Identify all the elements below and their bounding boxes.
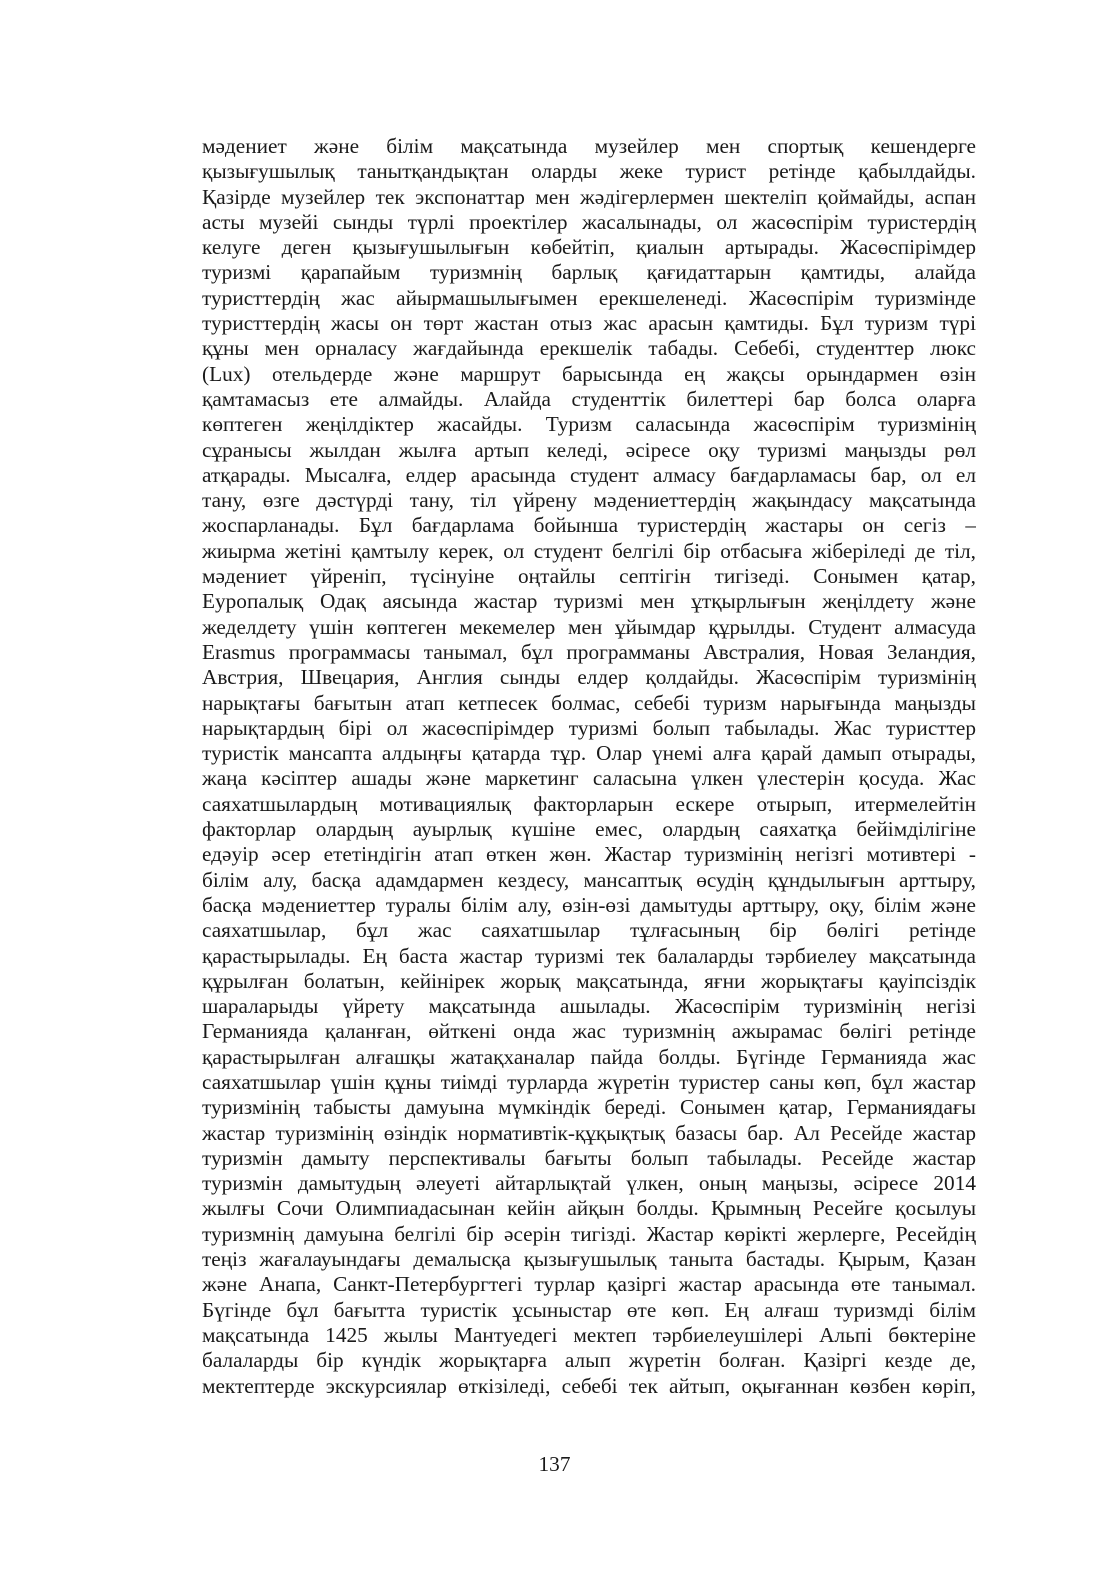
text-line: қарастырылады. Ең баста жастар туризмі тек балаларды тәрбиелеу мақсатында (202, 943, 976, 968)
text-line: Қазірде музейлер тек экспонаттар мен жәдігерлермен шектеліп қоймайды, аспан (202, 184, 976, 209)
text-line: туризмін дамытудың әлеуеті айтарлықтай үлкен, оның маңызы, әсіресе 2014 (202, 1171, 976, 1196)
text-line: (Lux) отельдерде және маршрут барысында ең жақсы орындармен өзін (202, 361, 976, 386)
text-line: Германияда қаланған, өйткені онда жас туризмнің ажырамас бөлігі ретінде (202, 1019, 976, 1044)
body-text (202, 134, 976, 1399)
text-line: Erasmus программасы танымал, бұл программаны Австралия, Новая Зеландия, (202, 639, 976, 664)
text-line: жастар туризмінің өзіндік нормативтік-құқықтық базасы бар. Ал Ресейде жастар (202, 1120, 976, 1145)
text-line: туризмі қарапайым туризмнің барлық қағидаттарын қамтиды, алайда (202, 260, 976, 285)
text-line: басқа мәдениеттер туралы білім алу, өзін-өзі дамытуды арттыру, оқу, білім және (202, 892, 976, 917)
text-line: мектептерде экскурсиялар өткізіледі, себебі тек айтып, оқығаннан көзбен көріп, (202, 1373, 976, 1398)
text-line: жеделдету үшін көптеген мекемелер мен ұйымдар құрылды. Студент алмасуда (202, 614, 976, 639)
text-line: асты музейі сынды түрлі проектілер жасалынады, ол жасөспірім туристердің (202, 209, 976, 234)
text-line: туристтердің жас айырмашылығымен ерекшеленеді. Жасөспірім туризмінде (202, 285, 976, 310)
text-line: жоспарланады. Бұл бағдарлама бойынша туристердің жастары он сегіз – (202, 513, 976, 538)
text-line: қамтамасыз ете алмайды. Алайда студенттік билеттері бар болса оларға (202, 386, 976, 411)
text-line: едәуір әсер ететіндігін атап өткен жөн. Жастар туризмінің негізгі мотивтері - (202, 842, 976, 867)
text-line: жаңа кәсіптер ашады және маркетинг саласына үлкен үлестерін қосуда. Жас (202, 766, 976, 791)
text-line: туризмін дамыту перспективалы бағыты болып табылады. Ресейде жастар (202, 1145, 976, 1170)
text-line: туризмінің табысты дамуына мүмкіндік береді. Сонымен қатар, Германиядағы (202, 1095, 976, 1120)
text-line: келуге деген қызығушылығын көбейтіп, қиалын артырады. Жасөспірімдер (202, 235, 976, 260)
text-line: мәдениет және білім мақсатында музейлер мен спортық кешендерге (202, 134, 976, 158)
text-line: атқарады. Мысалға, елдер арасында студент алмасу бағдарламасы бар, ол ел (202, 462, 976, 487)
text-line: Австрия, Швецария, Англия сынды елдер қолдайды. Жасөспірім туризмінің (202, 665, 976, 690)
text-line: жылғы Сочи Олимпиадасынан кейін айқын болды. Қрымның Ресейге қосылуы (202, 1196, 976, 1221)
text-line: туристік мансапта алдыңғы қатарда тұр. Олар үнемі алға қарай дамып отырады, (202, 741, 976, 766)
text-line: қарастырылған алғашқы жатақханалар пайда болды. Бүгінде Германияда жас (202, 1044, 976, 1069)
text-line: саяхатшылар, бұл жас саяхатшылар тұлғасының бір бөлігі ретінде (202, 918, 976, 943)
page-number: 137 (538, 1452, 571, 1476)
text-line: мәдениет үйреніп, түсінуіне оңтайлы септігін тигізеді. Сонымен қатар, (202, 564, 976, 589)
text-line: көптеген жеңілдіктер жасайды. Туризм саласында жасөспірім туризмінің (202, 412, 976, 437)
text-line: нарықтардың бірі ол жасөспірімдер туризмі болып табылады. Жас туристтер (202, 715, 976, 740)
text-line: туристтердің жасы он төрт жастан отыз жас арасын қамтиды. Бұл туризм түрі (202, 311, 976, 336)
text-line: Еуропалық Одақ аясында жастар туризмі мен ұтқырлығын жеңілдету және (202, 589, 976, 614)
text-line: факторлар олардың ауырлық күшіне емес, олардың саяхатқа бейімділігіне (202, 817, 976, 842)
text-line: Бүгінде бұл бағытта туристік ұсыныстар өте көп. Ең алғаш туризмді білім (202, 1297, 976, 1322)
text-line: тану, өзге дәстүрді тану, тіл үйрену мәдениеттердің жақындасу мақсатында (202, 488, 976, 513)
text-line: саяхатшылар үшін құны тиімді турларда жүретін туристер саны көп, бұл жастар (202, 1069, 976, 1094)
text-line: саяхатшылардың мотивациялық факторларын ескере отырып, итермелейтін (202, 791, 976, 816)
text-line: құны мен орналасу жағдайында ерекшелік табады. Себебі, студенттер люкс (202, 336, 976, 361)
text-line: жиырма жетіні қамтылу керек, ол студент белгілі бір отбасыға жіберіледі де тіл, (202, 538, 976, 563)
text-line: балаларды бір күндік жорықтарға алып жүретін болған. Қазіргі кезде де, (202, 1348, 976, 1373)
text-line: туризмнің дамуына белгілі бір әсерін тигізді. Жастар көрікті жерлерге, Ресейдің (202, 1221, 976, 1246)
text-line: нарықтағы бағытын атап кетпесек болмас, себебі туризм нарығында маңызды (202, 690, 976, 715)
text-line: білім алу, басқа адамдармен кездесу, мансаптық өсудің құндылығын арттыру, (202, 867, 976, 892)
text-line: құрылған болатын, кейінірек жорық мақсатында, яғни жорықтағы қауіпсіздік (202, 968, 976, 993)
text-line: шараларыды үйрету мақсатында ашылады. Жасөспірім туризмінің негізі (202, 994, 976, 1019)
text-line: және Анапа, Санкт-Петербургтегі турлар қазіргі жастар арасында өте танымал. (202, 1272, 976, 1297)
text-line: қызығушылық танытқандықтан оларды жеке турист ретінде қабылдайды. (202, 159, 976, 184)
text-line: сұранысы жылдан жылға артып келеді, әсіресе оқу туризмі маңызды рөл (202, 437, 976, 462)
text-line: мақсатында 1425 жылы Мантуедегі мектеп тәрбиелеушілері Альпі бөктеріне (202, 1322, 976, 1347)
text-line: теңіз жағалауындағы демалысқа қызығушылық таныта бастады. Қырым, Қазан (202, 1247, 976, 1272)
